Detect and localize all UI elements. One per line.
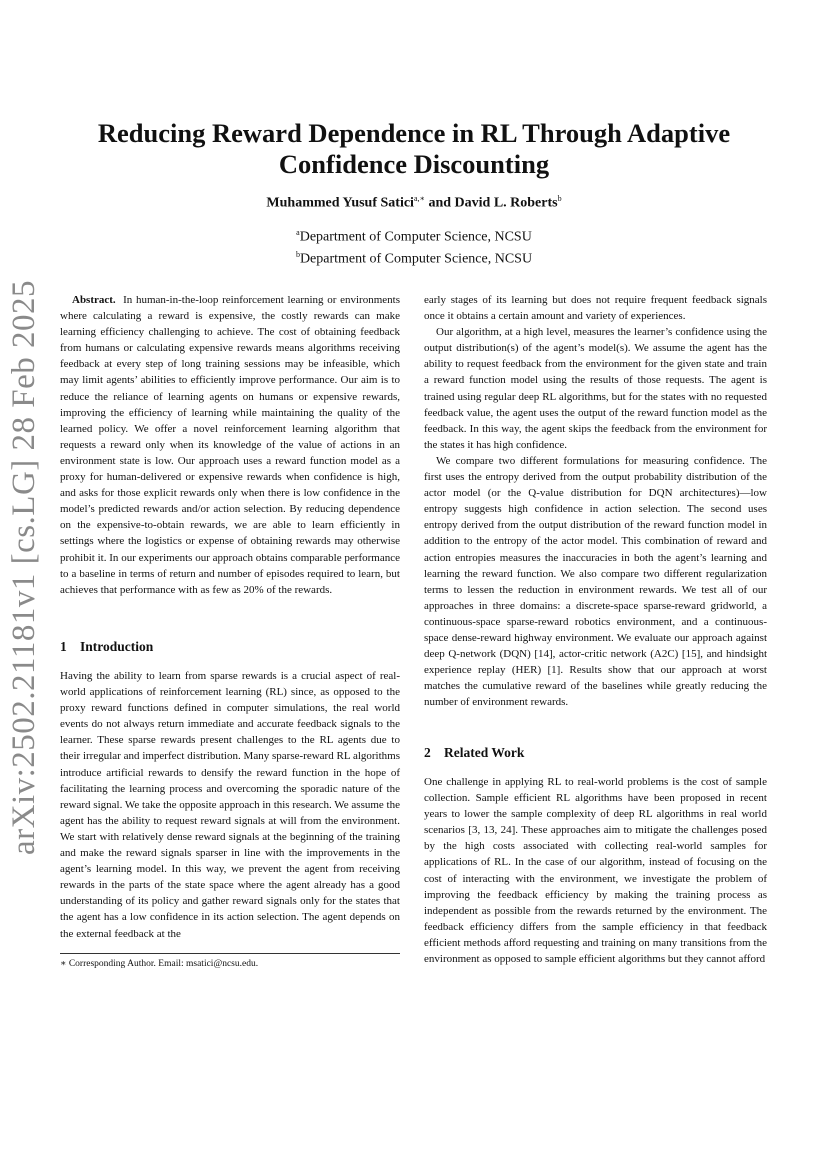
footnote-divider xyxy=(60,953,400,954)
author-affiliation-mark: b xyxy=(557,194,562,203)
affiliation-text: Department of Computer Science, NCSU xyxy=(299,251,533,267)
paragraph: We compare two different formulations for measuring confidence. The first uses the entropy derived from the output probability distribution of the actor model (or the Q-value distribution for DQN architectures)—low entropy suggests high confidence in action selection. The second uses entropy derived from the output distribution of the reward function model in addition to the entropy of the actor model. This combination of reward and action entropies measures the inaccuracies in both the agent’s learning and learning the reward function. We also compare two different regularization terms to lessen the reduction in environment rewards. We test all of our approaches in three domains: a discrete-space sparse-reward gridworld, a continuous-space sparse-reward robotics environment, and a continuous-space dense-reward highway environment. We evaluate our approach against deep Q-network (DQN) [14], actor-critic network (A2C) [15], and hindsight experience replay (HER) [1]. Results show that our approach at worst matches the cumulative reward of the baselines while greatly reducing the number of environment rewards. xyxy=(424,454,767,709)
footnote-mark: ∗ xyxy=(60,959,67,969)
paragraph: One challenge in applying RL to real-world problems is the cost of sample collection. Sample efficient RL algorithms have been proposed in recent years to lower the sample complexity of deep RL algorithms in real world scenarios [3, 13, 24]. These approaches aim to mitigate the challenges posed by the high costs associated with collecting real-world samples for applications of RL. In the case of our algorithm, instead of focusing on the cost of interacting with the environment, we investigate the problem of improving the feedback efficiency by making the training process as independent as possible from the rewards returned by the environment. The feedback efficiency differs from the sample efficiency in that feedback efficient methods afford requesting and training on many transitions from the environment as opposed to sample efficient algorithms but they cannot afford xyxy=(424,776,767,966)
affiliation xyxy=(40,224,788,246)
affiliation xyxy=(40,246,788,268)
section-heading xyxy=(424,745,524,761)
footnote xyxy=(60,958,400,969)
affiliations xyxy=(40,224,788,267)
author-conjunction: and xyxy=(424,195,455,211)
section-heading xyxy=(60,639,153,655)
title-line-1: Reducing Reward Dependence in RL Through Adaptive xyxy=(97,118,731,148)
related-work-body xyxy=(424,774,767,967)
abstract-label: Abstract. xyxy=(72,294,116,306)
author-list xyxy=(40,194,788,212)
abstract xyxy=(60,292,400,598)
paragraph: Our algorithm, at a high level, measures the learner’s confidence using the output distribution(s) of the agent’s model(s). We assume the agent has the ability to request feedback from the environment for the given state and train a reward function model using the results of those requests. The agent is trained using regular deep RL algorithms, but for the states with no requested feedback value, the agent uses the output of the reward function model as the feedback. In this way, the agent skips the feedback from the environment for the states it has high confidence. xyxy=(424,326,767,451)
abstract-text: In human-in-the-loop reinforcement learning or environments where calculating a reward is expensive, the costly rewards can make learning efficiency challenging to achieve. The cost of obtaining feedback from humans or calculating expensive rewards means algorithms receiving feedback at every step of long training sessions may be infeasible, which may limit agents’ abilities to efficiently improve performance. Our aim is to reduce the reliance of learning agents on humans or expensive rewards, improving the efficiency of learning while maintaining the quality of the learned policy. We offer a novel reinforcement learning algorithm that requests a reward only when its knowledge of the value of actions in an environment state is low. Our approach uses a reward function model as a proxy for human-delivered or expensive rewards when confidence is high, and asks for those explicit rewards only when there is low confidence in the model’s predicted rewards and/or action selection. By reducing dependence on the expensive-to-obtain rewards, we are able to learn efficiently in settings where the logistics or expense of obtaining rewards may otherwise prohibit it. In our experiments our approach obtains comparable performance to a baseline in terms of return and number of episodes required to learn, but achieves that performance with as few as 20% of the rewards. xyxy=(60,294,400,596)
arxiv-identifier: arXiv:2502.21181v1 [cs.LG] 28 Feb 2025 xyxy=(6,279,42,855)
section-title: Introduction xyxy=(80,639,154,654)
section-title: Related Work xyxy=(444,745,525,760)
author-name: Muhammed Yusuf Satici xyxy=(266,195,414,211)
paragraph: Having the ability to learn from sparse rewards is a crucial aspect of real-world applications of reinforcement learning (RL) since, as opposed to the proxy reward functions defined in computer simulations, the real world events do not always return immediate and accurate feedback signals to the learner. These sparse rewards present challenges to the RL agents due to their irregular and imperfect distribution. Many sparse-reward RL algorithms introduce artificial rewards to densify the reward function in the hope of facilitating the learning process and overcoming the sporadic nature of the reward signal. We take the opposite approach in this research. We assume the agent has the ability to request reward signals at will from the environment. We start with relatively dense reward signals at the beginning of the training and make the reward signals sparser in line with the improvements in the agent’s learning model. In this way, we prevent the agent from receiving rewards in the parts of the state space where the agent already has a good understanding of its policy and gather reward signals only for the states that the agent has a low confidence in its action selection. The agent depends on the external feedback at the xyxy=(60,670,400,940)
title-line-2: Confidence Discounting xyxy=(278,149,550,179)
right-column-body xyxy=(424,292,767,710)
affiliation-text: Department of Computer Science, NCSU xyxy=(299,229,532,245)
introduction-body xyxy=(60,668,400,942)
paragraph: early stages of its learning but does not require frequent feedback signals once it obtains a certain amount and variety of experiences. xyxy=(424,294,767,323)
affiliation-mark: b xyxy=(295,249,300,259)
affiliation-mark: a xyxy=(296,228,300,237)
footnote-text: Corresponding Author. Email: msatici@ncsu.edu. xyxy=(66,959,259,969)
section-number: 1 xyxy=(60,639,67,654)
author-name: David L. Roberts xyxy=(454,195,558,211)
author-affiliation-mark: a,∗ xyxy=(413,194,425,203)
section-number: 2 xyxy=(424,745,431,760)
paper-title xyxy=(40,118,788,180)
